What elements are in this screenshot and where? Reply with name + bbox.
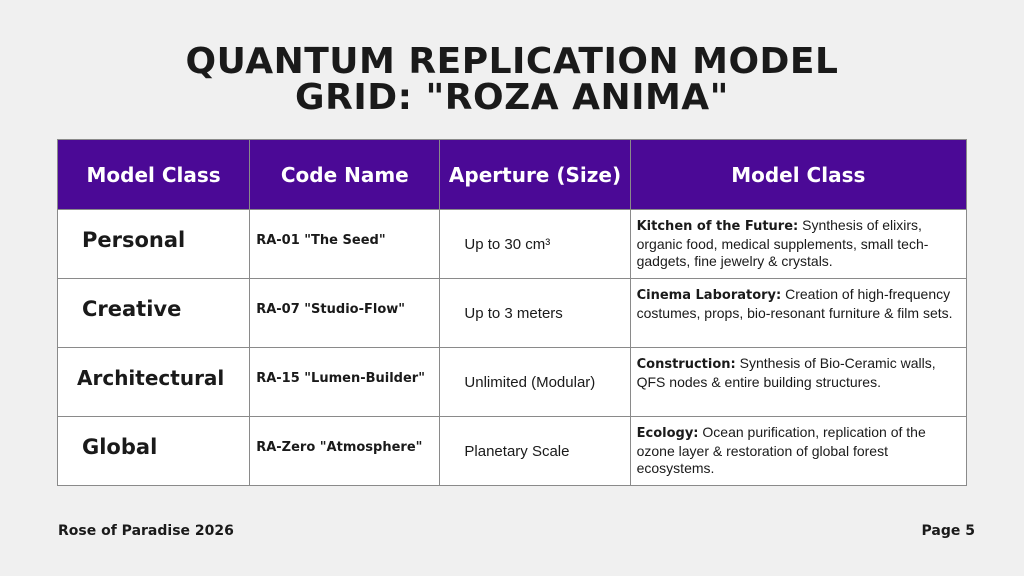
header-aperture: Aperture (Size) [440, 140, 630, 210]
description-cell [631, 279, 966, 322]
code-name-cell: RA-15 "Lumen-Builder" [256, 371, 425, 386]
aperture-cell: Unlimited (Modular) [464, 374, 596, 391]
description-label: Cinema Laboratory: [636, 288, 782, 303]
description-cell [631, 348, 966, 391]
model-class-cell: Creative [82, 297, 182, 321]
description-text: Synthesis of Bio-Ceramic walls, QFS nodes & entire building structures. [636, 355, 936, 390]
footer-brand: Rose of Paradise 2026 [58, 523, 234, 539]
aperture-cell: Up to 30 cm³ [464, 236, 551, 253]
description-text: Creation of high-frequency costumes, props, bio-resonant furniture & film sets. [636, 286, 953, 321]
header-code-name: Code Name [250, 140, 440, 210]
description-label: Construction: [636, 357, 736, 372]
description-cell [631, 417, 966, 478]
description-text: Ocean purification, replication of the ozone layer & restoration of global forest ecosystems. [636, 424, 926, 476]
aperture-cell: Up to 3 meters [464, 305, 563, 322]
description-label: Kitchen of the Future: [636, 219, 799, 234]
table-row [58, 348, 967, 417]
header-description: Model Class [630, 140, 966, 210]
code-name-cell: RA-Zero "Atmosphere" [256, 440, 423, 455]
header-model-class: Model Class [58, 140, 250, 210]
model-grid-table [57, 139, 967, 486]
description-cell [631, 210, 966, 271]
aperture-cell: Planetary Scale [464, 443, 570, 460]
model-class-cell: Global [82, 435, 158, 459]
table-row [58, 279, 967, 348]
page-title [0, 41, 1024, 118]
code-name-cell: RA-01 "The Seed" [256, 233, 386, 248]
page-number: Page 5 [921, 523, 975, 539]
page-title-line-1: QUANTUM REPLICATION MODEL [185, 41, 839, 82]
page-title-line-2: GRID: "ROZA ANIMA" [295, 77, 729, 118]
table-row [58, 210, 967, 279]
table-header-row [58, 140, 967, 210]
description-label: Ecology: [636, 426, 699, 441]
model-class-cell: Personal [82, 228, 186, 252]
code-name-cell: RA-07 "Studio-Flow" [256, 302, 406, 317]
model-class-cell: Architectural [77, 366, 225, 390]
table-row [58, 417, 967, 486]
description-text: Synthesis of elixirs, organic food, medical supplements, small tech-gadgets, fine jewelry & crystals. [636, 217, 929, 269]
